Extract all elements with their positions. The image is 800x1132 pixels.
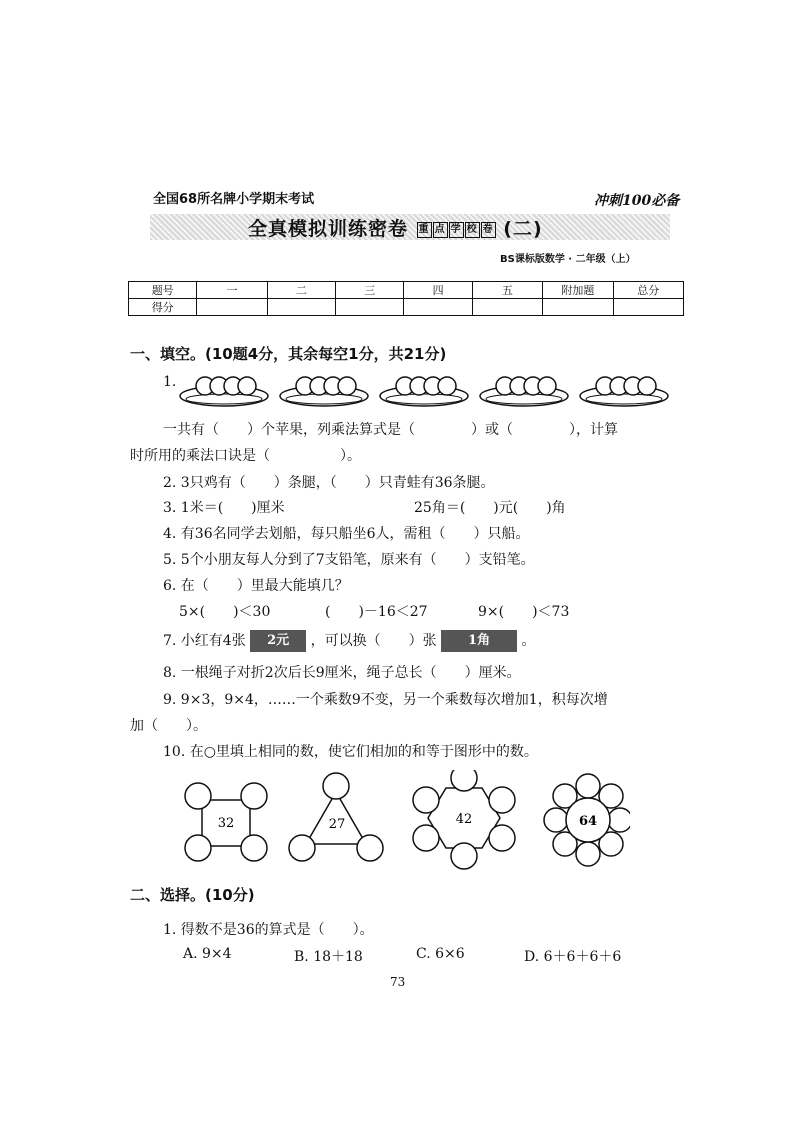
table-cell: 四 [404,282,472,299]
triangle-puzzle [289,773,383,861]
square-value: 32 [217,816,235,831]
table-cell: 一 [197,282,267,299]
exam-series: 全国68所名牌小学期末考试 [153,192,315,207]
answer-circle[interactable] [413,825,439,851]
question-7 [163,630,536,652]
answer-circle[interactable] [413,787,439,813]
flower-value: 64 [578,814,598,829]
table-cell: 得分 [129,299,197,316]
question-7-text-c: 。 [521,633,536,649]
question-2: 2. 3只鸡有（ ）条腿，（ ）只青蛙有36条腿。 [163,475,495,491]
section-2-title: 二、选择。(10分) [130,886,255,904]
question-7-text-b: ，可以换（ ）张 [310,633,437,649]
seal-char: 卷 [481,222,496,238]
question-3-part-a: 3. 1米＝( )厘米 [163,500,285,516]
apple-plate-5 [580,377,668,406]
seal-char: 校 [465,222,480,238]
answer-circle[interactable] [241,835,267,861]
edition-label: BS课标版数学 · 二年级（上） [500,254,636,265]
table-cell: 五 [472,282,542,299]
question-9-line-2: 加（ ）。 [130,718,207,734]
option-d[interactable]: D. 6＋6＋6＋6 [524,949,622,965]
apple-plate-2 [280,377,368,406]
option-a[interactable]: A. 9×4 [183,946,232,962]
score-table [128,281,684,316]
option-c[interactable]: C. 6×6 [416,946,465,962]
question-8: 8. 一根绳子对折2次后长9厘米，绳子总长（ ）厘米。 [163,665,521,681]
question-10: 10. 在○里填上相同的数，使它们相加的和等于图形中的数。 [163,744,538,760]
score-table-score-row [129,299,684,316]
hexagon-puzzle [413,770,515,869]
table-cell: 题号 [129,282,197,299]
apple-plate-3 [380,377,468,406]
answer-circle[interactable] [576,774,600,798]
table-cell: 总分 [613,282,683,299]
score-cell[interactable] [613,299,683,316]
question-5: 5. 5个小朋友每人分到了7支铅笔，原来有（ ）支铅笔。 [163,552,535,568]
question-1-line-2: 时所用的乘法口诀是（ ）。 [130,448,361,464]
circle-puzzles-figure [170,770,630,870]
answer-circle[interactable] [489,825,515,851]
section-1-title: 一、填空。(10题4分，其余每空1分，共21分) [130,345,447,363]
page-number: 73 [390,975,406,989]
banknote-image: 1角 [441,630,517,652]
title-text: 全真模拟训练密卷 [248,218,409,240]
answer-circle[interactable] [608,808,630,832]
apple-plate-4 [480,377,568,406]
answer-circle[interactable] [576,842,600,866]
triangle-value: 27 [328,817,346,832]
apple-plates-figure [178,366,678,412]
question-6-b: ( )－16＜27 [325,604,428,620]
table-cell: 附加题 [543,282,613,299]
answer-circle[interactable] [357,835,383,861]
banknote-image: 2元 [250,630,306,652]
question-1-line-1: 一共有（ ）个苹果，列乘法算式是（ ）或（ ），计算 [163,422,618,438]
score-cell[interactable] [543,299,613,316]
square-puzzle [185,783,267,861]
question-6: 6. 在（ ）里最大能填几？ [163,578,349,594]
question-6-c: 9×( )＜73 [478,604,570,620]
seal-char: 点 [433,222,448,238]
score-cell[interactable] [472,299,542,316]
score-cell[interactable] [267,299,335,316]
seal-char: 重 [417,222,432,238]
flower-puzzle [544,774,630,866]
section-2-question-1: 1. 得数不是36的算式是（ ）。 [163,922,374,938]
answer-circle[interactable] [451,843,477,869]
answer-circle[interactable] [185,783,211,809]
exam-title [248,214,543,241]
question-4: 4. 有36名同学去划船，每只船坐6人，需租（ ）只船。 [163,526,530,542]
score-cell[interactable] [404,299,472,316]
answer-circle[interactable] [544,808,568,832]
answer-circle[interactable] [241,783,267,809]
question-7-text-a: 7. 小红有4张 [163,633,246,649]
question-6-a: 5×( )＜30 [179,604,271,620]
apple-plate-1 [180,377,268,406]
answer-circle[interactable] [489,787,515,813]
table-cell: 三 [336,282,404,299]
score-table-header-row [129,282,684,299]
answer-circle[interactable] [451,770,477,791]
answer-circle[interactable] [323,773,349,799]
option-b[interactable]: B. 18＋18 [294,949,363,965]
table-cell: 二 [267,282,335,299]
hexagon-value: 42 [455,812,473,827]
slogan: 冲刺100必备 [594,193,680,209]
seal-char: 学 [449,222,464,238]
exam-subtitle: (二) [503,218,543,240]
question-1-number: 1. [163,374,177,390]
score-cell[interactable] [197,299,267,316]
answer-circle[interactable] [185,835,211,861]
question-3-part-b: 25角＝( )元( )角 [414,500,566,516]
answer-circle[interactable] [289,835,315,861]
score-cell[interactable] [336,299,404,316]
question-9-line-1: 9. 9×3，9×4，……一个乘数9不变，另一个乘数每次增加1，积每次增 [163,692,608,708]
